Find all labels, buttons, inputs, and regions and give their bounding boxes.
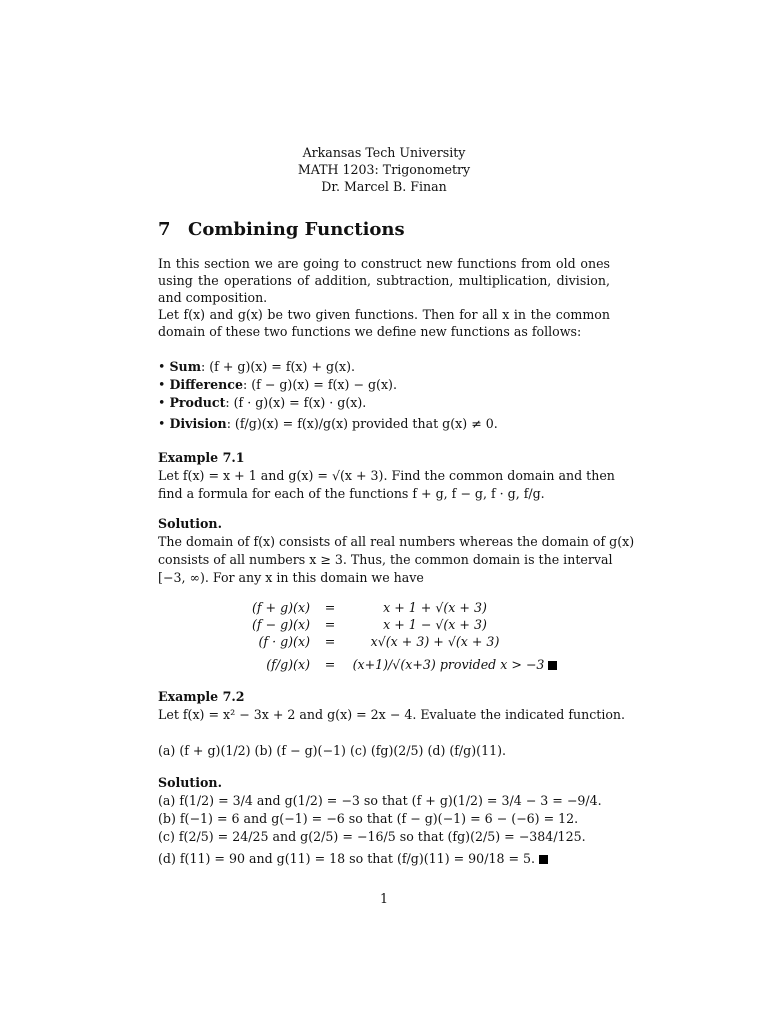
solution-1-heading: Solution.	[158, 516, 222, 531]
equation-sign: =	[324, 634, 336, 649]
equation-sign: =	[324, 600, 336, 615]
equation-lhs: (f · g)(x)	[258, 634, 310, 649]
bullet-definition: : (f + g)(x) = f(x) + g(x).	[201, 359, 356, 374]
equation-rhs: x√(x + 3) + √(x + 3)	[370, 634, 500, 649]
bullet-division: • Division: (f/g)(x) = f(x)/g(x) provided that g(x) ≠ 0.	[158, 416, 498, 431]
author-name: Dr. Marcel B. Finan	[321, 179, 447, 194]
equation-lhs: (f/g)(x)	[266, 657, 310, 672]
bullet-term: Product	[169, 395, 226, 410]
solution-2-part-d	[158, 850, 548, 867]
example-2-heading: Example 7.2	[158, 689, 245, 704]
solution-1-line-2: consists of all numbers x ≥ 3. Thus, the common domain is the interval	[158, 552, 613, 567]
example-1-heading: Example 7.1	[158, 450, 245, 465]
section-number: 7	[158, 219, 171, 240]
equation-row	[180, 599, 560, 616]
equation-lhs: (f − g)(x)	[251, 617, 310, 632]
solution-1-line-1: The domain of f(x) consists of all real numbers whereas the domain of g(x)	[158, 534, 635, 549]
qed-icon	[539, 855, 548, 864]
university-name: Arkansas Tech University	[302, 145, 466, 160]
document-header	[0, 144, 768, 195]
bullet-term: Division	[169, 416, 227, 431]
equation-rhs	[350, 656, 560, 673]
course-name: MATH 1203: Trigonometry	[297, 162, 471, 177]
equation-rhs: x + 1 + √(x + 3)	[383, 600, 487, 615]
solution-2-part-d-text: (d) f(11) = 90 and g(11) = 18 so that (f/g)(11) = 90/18 = 5.	[158, 851, 536, 866]
bullet-definition: : (f − g)(x) = f(x) − g(x).	[242, 377, 397, 392]
bullet-sum: • Sum: (f + g)(x) = f(x) + g(x).	[158, 359, 356, 374]
equation-lhs: (f + g)(x)	[251, 600, 310, 615]
equation-row	[180, 616, 560, 633]
bullet-definition: : (f/g)(x) = f(x)/g(x) provided that g(x) ≠ 0.	[226, 416, 498, 431]
intro-paragraph-1: In this section we are going to construct new functions from old ones using the operations of addition, subtraction, multiplication, division, and composition.	[158, 256, 610, 305]
bullet-difference: • Difference: (f − g)(x) = f(x) − g(x).	[158, 377, 397, 392]
equation-rhs-text: (x+1)/√(x+3) provided x > −3	[352, 657, 545, 672]
equation-rhs: x + 1 − √(x + 3)	[383, 617, 487, 632]
intro-paragraph-2: Let f(x) and g(x) be two given functions. Then for all x in the common domain of these two functions we define new functions as follows:	[158, 307, 610, 339]
equation-sign: =	[324, 617, 336, 632]
example-2-parts: (a) (f + g)(1/2) (b) (f − g)(−1) (c) (fg)(2/5) (d) (f/g)(11).	[158, 743, 507, 758]
example-1-line-1: Let f(x) = x + 1 and g(x) = √(x + 3). Find the common domain and then	[158, 468, 615, 483]
solution-2-part-b: (b) f(−1) = 6 and g(−1) = −6 so that (f − g)(−1) = 6 − (−6) = 12.	[158, 811, 579, 826]
bullet-term: Difference	[169, 377, 243, 392]
equation-row	[180, 656, 580, 673]
solution-2-part-a: (a) f(1/2) = 3/4 and g(1/2) = −3 so that (f + g)(1/2) = 3/4 − 3 = −9/4.	[158, 793, 602, 808]
example-1-line-2: find a formula for each of the functions f + g, f − g, f · g, f/g.	[158, 486, 545, 501]
bullet-definition: : (f · g)(x) = f(x) · g(x).	[225, 395, 367, 410]
section-title	[158, 219, 405, 240]
equation-sign: =	[324, 657, 336, 672]
bullet-term: Sum	[169, 359, 202, 374]
qed-icon	[548, 661, 557, 670]
solution-2-part-c: (c) f(2/5) = 24/25 and g(2/5) = −16/5 so that (fg)(2/5) = −384/125.	[158, 829, 586, 844]
equation-row	[180, 633, 560, 650]
bullet-product: • Product: (f · g)(x) = f(x) · g(x).	[158, 395, 367, 410]
section-title-text: Combining Functions	[188, 219, 405, 240]
example-2-line-1: Let f(x) = x² − 3x + 2 and g(x) = 2x − 4. Evaluate the indicated function.	[158, 707, 626, 722]
page-number: 1	[379, 891, 388, 906]
solution-1-line-3: [−3, ∞). For any x in this domain we have	[158, 570, 424, 585]
solution-2-heading: Solution.	[158, 775, 222, 790]
